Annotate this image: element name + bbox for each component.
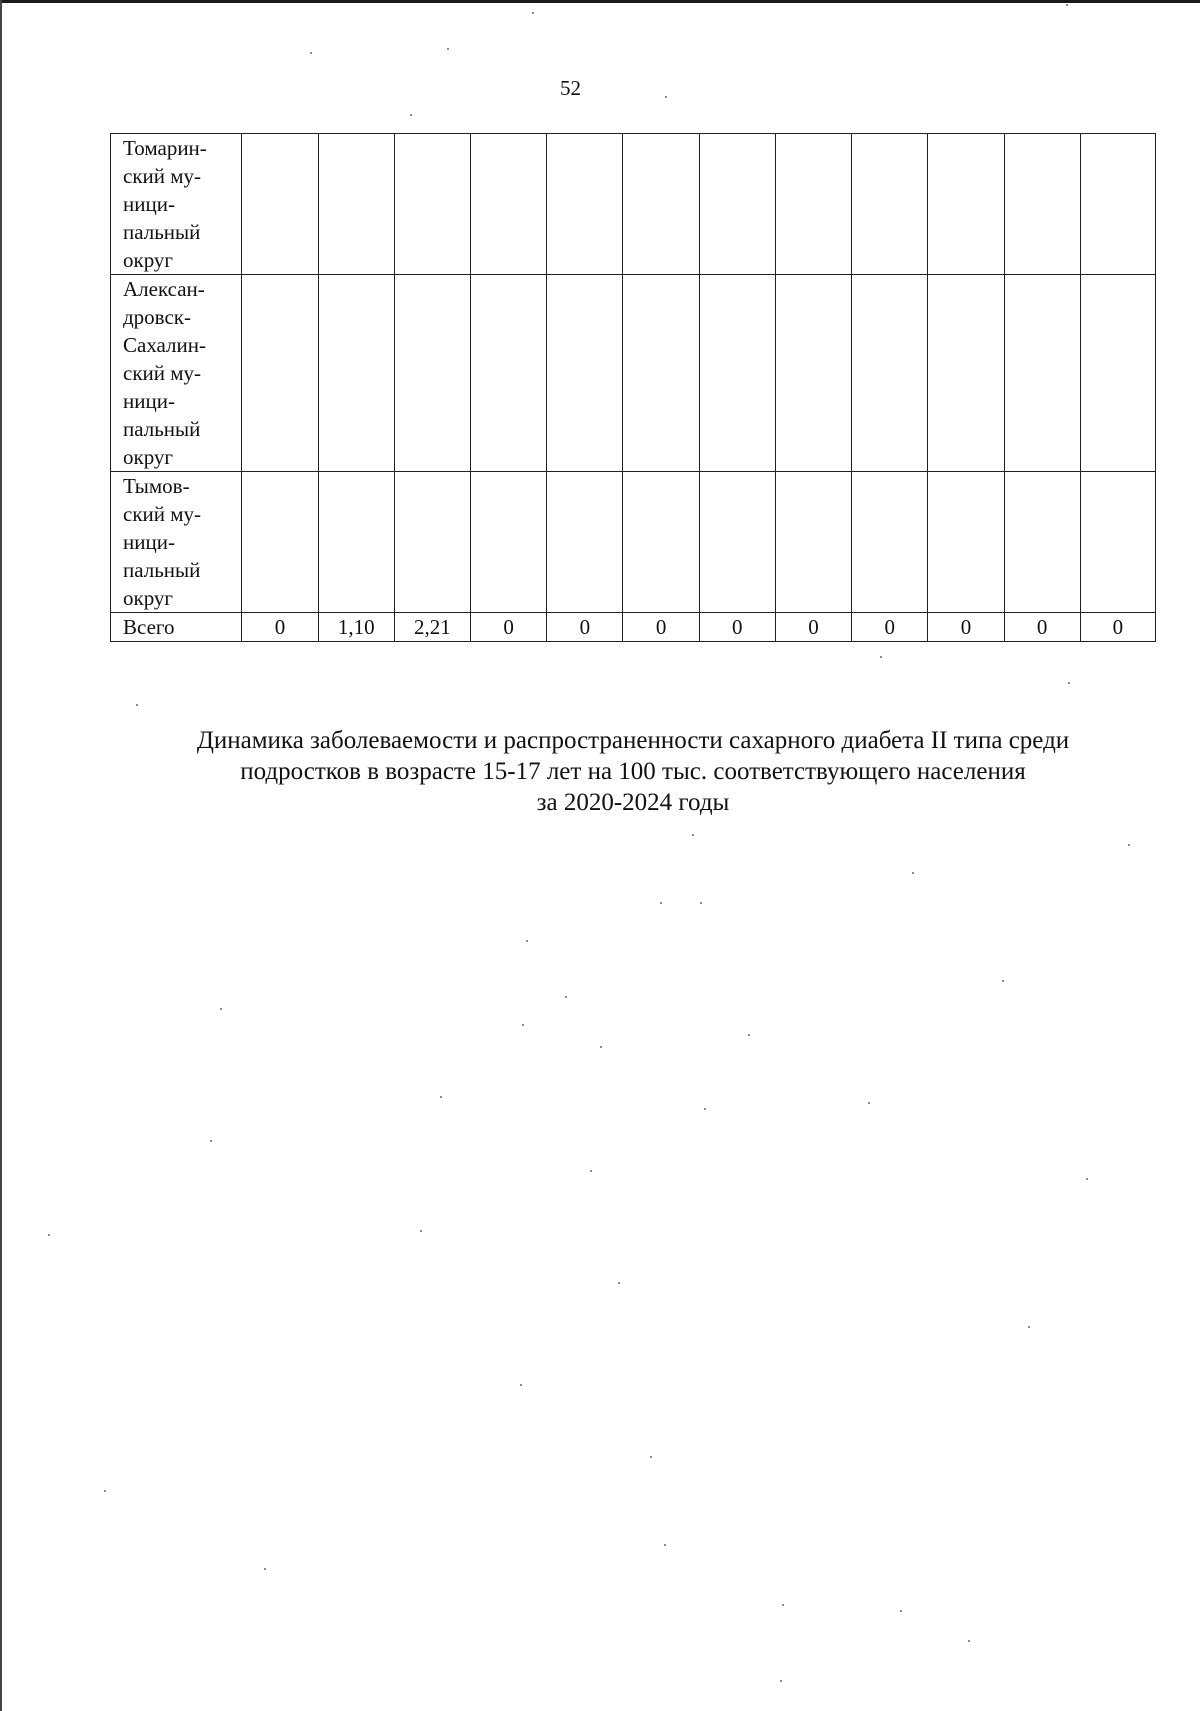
- table-cell: [623, 134, 699, 275]
- scan-speck: [532, 12, 534, 14]
- row-label-line: ници-: [123, 192, 175, 216]
- total-cell: 0: [699, 613, 775, 642]
- table-cell: [928, 472, 1004, 613]
- section-heading: [110, 725, 1156, 818]
- scan-speck: [1086, 1178, 1088, 1180]
- scan-speck: [618, 1282, 620, 1284]
- row-label-aleksandrovsk: [111, 275, 242, 472]
- section-heading-line: подростков в возрасте 15-17 лет на 100 тыс. соответствующего населения: [240, 758, 1026, 785]
- table-cell: [471, 134, 547, 275]
- scan-speck: [700, 902, 702, 904]
- table-cell: [775, 472, 851, 613]
- scan-speck: [1066, 4, 1068, 6]
- table-cell: [242, 134, 318, 275]
- scan-speck: [590, 1170, 592, 1172]
- total-cell: 0: [471, 613, 547, 642]
- table-cell: [1004, 275, 1080, 472]
- table-row: [111, 275, 1156, 472]
- table-row: [111, 134, 1156, 275]
- table-cell: [699, 275, 775, 472]
- table-cell: [547, 134, 623, 275]
- table-cell: [394, 472, 470, 613]
- scan-speck: [1028, 1326, 1030, 1328]
- table-cell: [242, 472, 318, 613]
- table-cell: [775, 275, 851, 472]
- table-cell: [471, 275, 547, 472]
- table-cell: [928, 134, 1004, 275]
- table-cell: [318, 275, 394, 472]
- scan-speck: [565, 996, 567, 998]
- row-label-tymovsk: [111, 472, 242, 613]
- table-cell: [623, 275, 699, 472]
- scan-speck: [650, 1456, 652, 1458]
- table-cell: [775, 134, 851, 275]
- table-cell: [1004, 472, 1080, 613]
- table-cell: [394, 134, 470, 275]
- scan-speck: [692, 834, 694, 836]
- table-cell: [547, 275, 623, 472]
- table-cell: [547, 472, 623, 613]
- table-cell: [623, 472, 699, 613]
- total-cell: 2,21: [394, 613, 470, 642]
- scan-speck: [600, 1046, 602, 1048]
- row-label-line: округ: [123, 586, 174, 610]
- section-heading-line: Динамика заболеваемости и распространенности сахарного диабета II типа среди: [196, 727, 1070, 754]
- row-label-line: ский му-: [123, 164, 202, 188]
- scan-speck: [447, 48, 449, 50]
- row-label-line: ский му-: [123, 502, 202, 526]
- total-label: Всего: [111, 613, 242, 642]
- table-row-total: [111, 613, 1156, 642]
- scan-speck: [104, 1490, 106, 1492]
- total-cell: 0: [242, 613, 318, 642]
- row-label-line: ници-: [123, 389, 175, 413]
- scan-speck: [1068, 682, 1070, 684]
- scan-speck: [704, 1108, 706, 1110]
- row-label-line: пальный: [123, 417, 201, 441]
- total-cell: 0: [775, 613, 851, 642]
- row-label-line: Сахалин-: [123, 333, 207, 357]
- table-row: [111, 472, 1156, 613]
- left-border-line: [0, 0, 2, 1711]
- row-label-line: ский му-: [123, 361, 202, 385]
- scan-speck: [1002, 980, 1004, 982]
- total-cell: 0: [623, 613, 699, 642]
- scan-speck: [526, 940, 528, 942]
- table-cell: [318, 472, 394, 613]
- scan-speck: [665, 96, 667, 98]
- row-label-tomari: [111, 134, 242, 275]
- page-number: 52: [560, 76, 581, 100]
- table-cell: [1080, 472, 1155, 613]
- scan-speck: [660, 902, 662, 904]
- scan-speck: [912, 872, 914, 874]
- scan-speck: [410, 114, 412, 116]
- table-cell: [1080, 275, 1155, 472]
- scan-speck: [868, 1102, 870, 1104]
- table-cell: [471, 472, 547, 613]
- scan-speck: [522, 1024, 524, 1026]
- scan-speck: [264, 1568, 266, 1570]
- row-label-line: пальный: [123, 220, 201, 244]
- scan-speck: [748, 1034, 750, 1036]
- row-label-line: Алексан-: [123, 277, 205, 301]
- row-label-line: округ: [123, 445, 174, 469]
- row-label-line: Томарин-: [123, 136, 207, 160]
- table-cell: [242, 275, 318, 472]
- table-cell: [1080, 134, 1155, 275]
- table-cell: [852, 275, 928, 472]
- total-cell: 0: [928, 613, 1004, 642]
- scan-speck: [880, 656, 882, 658]
- scan-speck: [664, 1544, 666, 1546]
- row-label-line: пальный: [123, 558, 201, 582]
- scan-speck: [440, 1096, 442, 1098]
- scan-speck: [900, 1610, 902, 1612]
- table-cell: [852, 134, 928, 275]
- total-cell: 0: [547, 613, 623, 642]
- total-cell: 1,10: [318, 613, 394, 642]
- row-label-line: дровск-: [123, 305, 191, 329]
- table-cell: [699, 134, 775, 275]
- scan-speck: [520, 1384, 522, 1386]
- row-label-line: округ: [123, 248, 174, 272]
- total-cell: 0: [1004, 613, 1080, 642]
- scan-speck: [968, 1640, 970, 1642]
- table-cell: [394, 275, 470, 472]
- total-cell: 0: [1080, 613, 1155, 642]
- row-label-line: ници-: [123, 530, 175, 554]
- scan-speck: [310, 52, 312, 54]
- table-cell: [318, 134, 394, 275]
- scan-speck: [780, 1680, 782, 1682]
- scan-speck: [782, 1604, 784, 1606]
- table-cell: [699, 472, 775, 613]
- table-cell: [852, 472, 928, 613]
- scan-speck: [220, 1008, 222, 1010]
- data-table: [110, 133, 1156, 642]
- section-heading-line: за 2020-2024 годы: [536, 789, 730, 816]
- scan-speck: [136, 704, 138, 706]
- scan-speck: [48, 1234, 50, 1236]
- row-label-line: Тымов-: [123, 474, 190, 498]
- table-cell: [1004, 134, 1080, 275]
- scan-speck: [420, 1230, 422, 1232]
- table-cell: [928, 275, 1004, 472]
- scan-speck: [1128, 844, 1130, 846]
- scan-speck: [210, 1140, 212, 1142]
- top-border-line: [0, 0, 1200, 3]
- total-cell: 0: [852, 613, 928, 642]
